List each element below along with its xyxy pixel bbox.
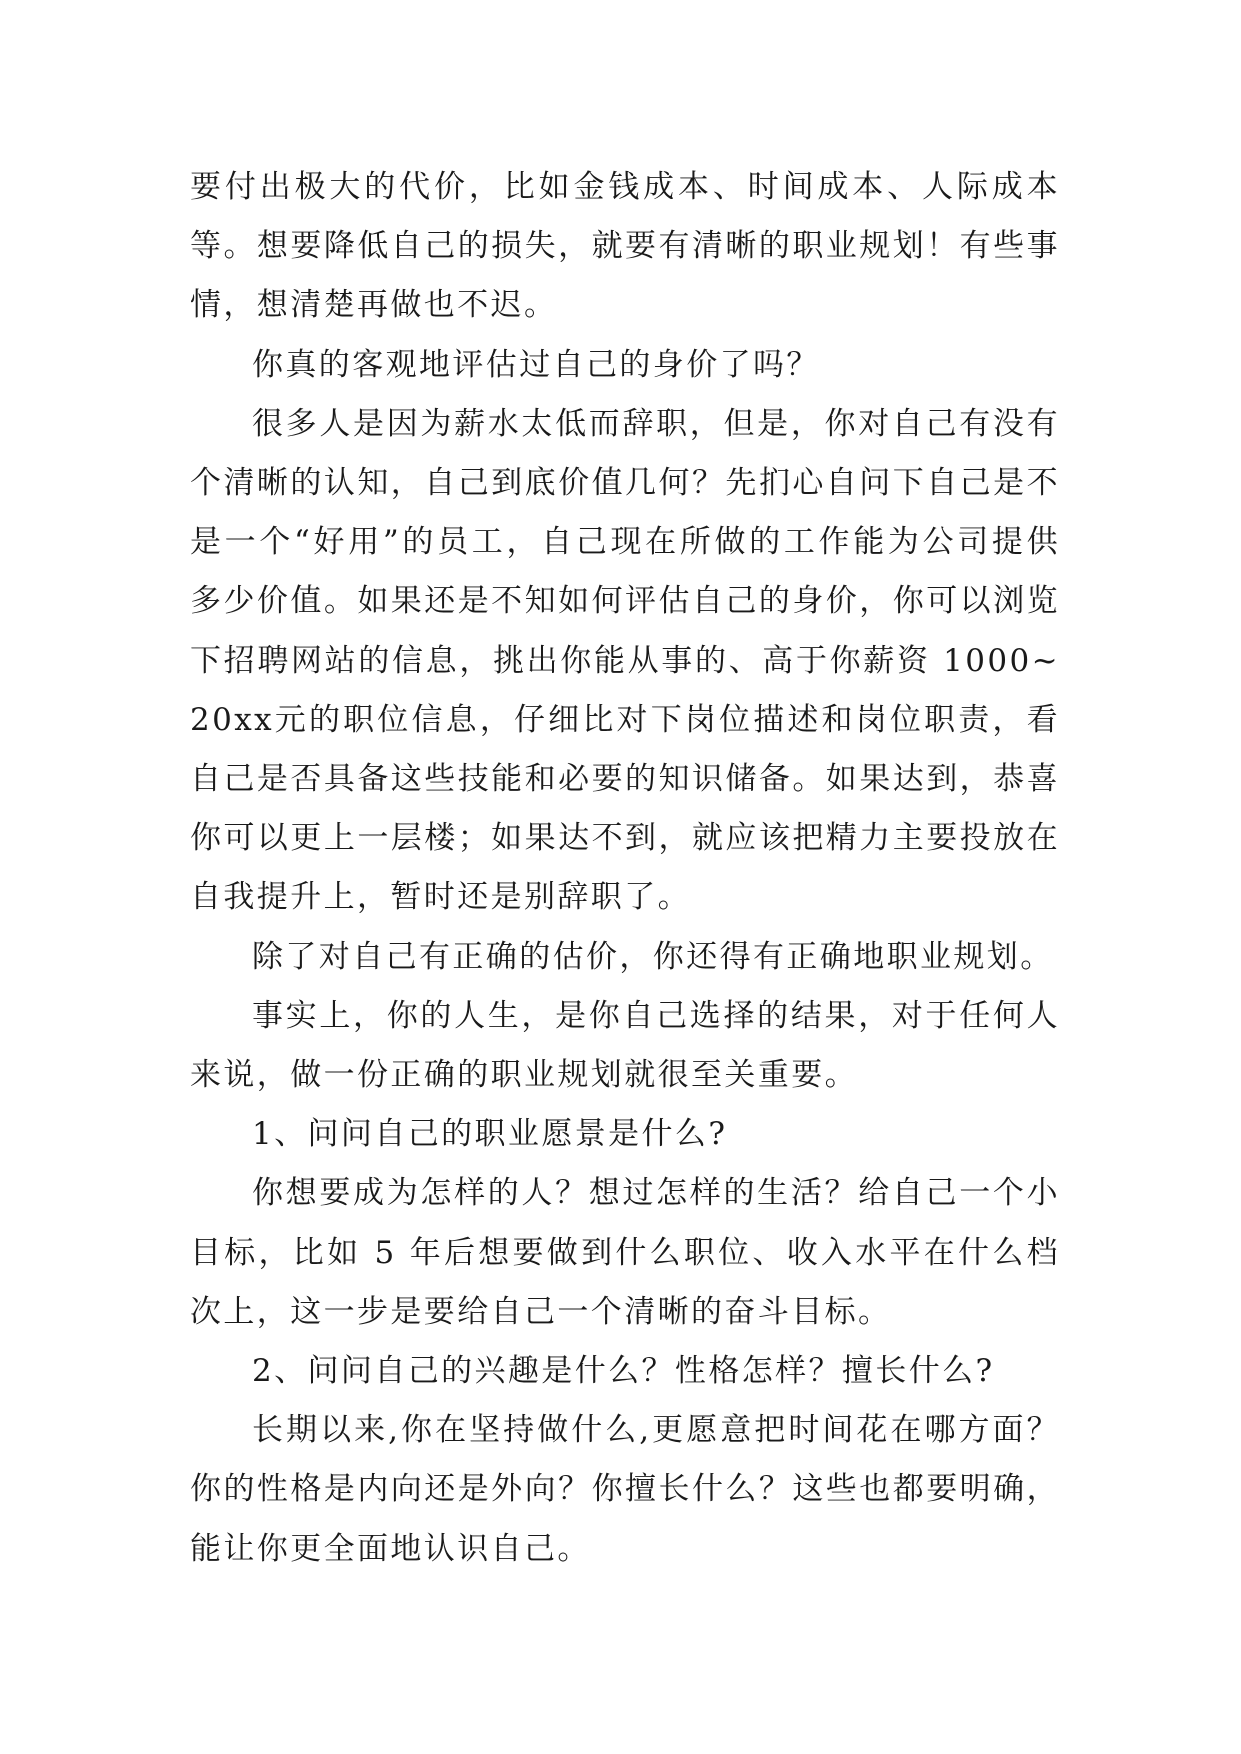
paragraph-3: 很多人是因为薪水太低而辞职，但是，你对自己有没有个清晰的认知，自己到底价值几何？先扪心自问下自己是不是一个“好用”的员工，自己现在所做的工作能为公司提供多少价值。如果还是不知如何评估自己的身价，你可以浏览下招聘网站的信息，挑出你能从事的、高于你薪资 1000~20xx元的职位信息，仔细比对下岗位描述和岗位职责，看自己是否具备这些技能和必要的知识储备。如果达到，恭喜你可以更上一层楼；如果达不到，就应该把精力主要投放在自我提升上，暂时还是别辞职了。 xyxy=(190,405,1060,916)
paragraph-2: 你真的客观地评估过自己的身价了吗？ xyxy=(252,346,820,383)
paragraph-4: 除了对自己有正确的估价，你还得有正确地职业规划。 xyxy=(252,938,1054,975)
paragraph-6: 1、问问自己的职业愿景是什么? xyxy=(252,1116,728,1153)
paragraph-1: 要付出极大的代价，比如金钱成本、时间成本、人际成本等。想要降低自己的损失，就要有清晰的职业规划！有些事情，想清楚再做也不迟。 xyxy=(190,169,1060,324)
paragraph-5: 事实上，你的人生，是你自己选择的结果，对于任何人来说，做一份正确的职业规划就很至关重要。 xyxy=(190,997,1060,1094)
paragraph-9: 长期以来,你在坚持做什么,更愿意把时间花在哪方面？你的性格是内向还是外向？你擅长什么？这些也都要明确，能让你更全面地认识自己。 xyxy=(190,1412,1060,1567)
paragraph-7: 你想要成为怎样的人？想过怎样的生活？给自己一个小目标，比如 5 年后想要做到什么职位、收入水平在什么档次上，这一步是要给自己一个清晰的奋斗目标。 xyxy=(190,1175,1060,1330)
document-body xyxy=(190,158,1060,1579)
paragraph-8: 2、问问自己的兴趣是什么？性格怎样？擅长什么? xyxy=(252,1353,995,1390)
